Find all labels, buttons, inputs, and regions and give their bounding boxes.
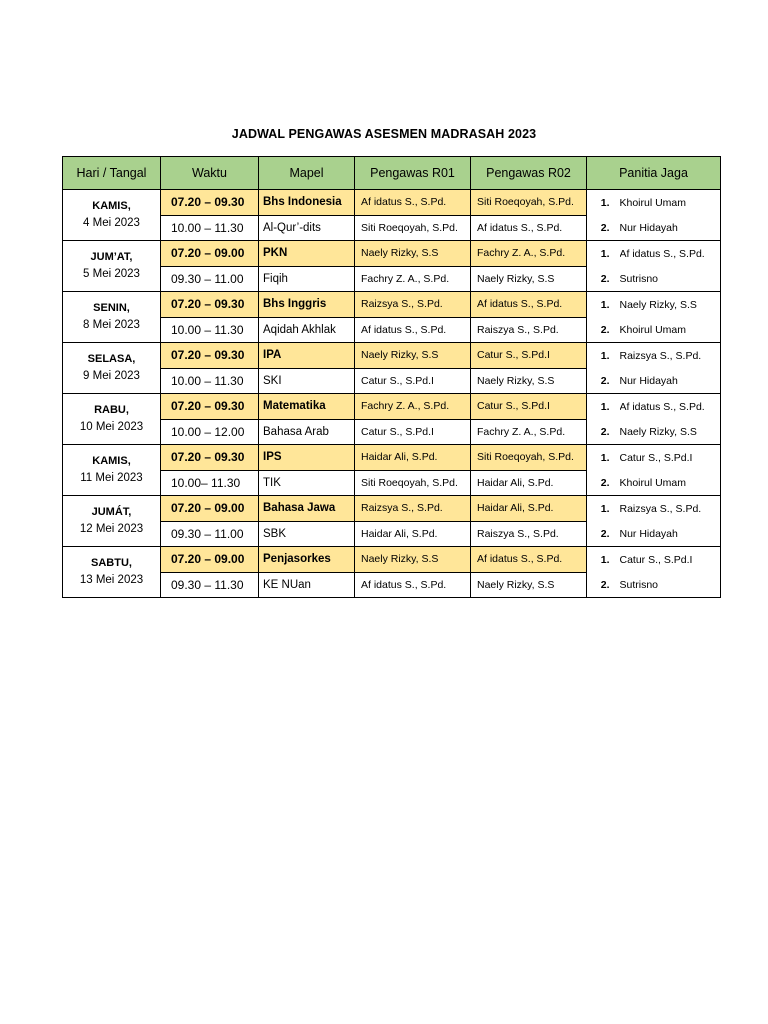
supervisor-r02-cell: Siti Roeqoyah, S.Pd.: [471, 190, 587, 216]
day-name: SABTU,: [91, 557, 132, 569]
supervisor-r01-cell: Siti Roeqoyah, S.Pd.: [355, 215, 471, 241]
committee-number: 2.: [587, 572, 620, 598]
subject-cell: Penjasorkes: [259, 547, 355, 573]
supervisor-r02-cell: Naely Rizky, S.S: [471, 572, 587, 598]
table-row: [63, 317, 721, 343]
supervisor-r01-cell: Catur S., S.Pd.I: [355, 368, 471, 394]
time-cell: 10.00 – 11.30: [161, 317, 259, 343]
supervisor-r02-cell: Fachry Z. A., S.Pd.: [471, 241, 587, 267]
subject-cell: Matematika: [259, 394, 355, 420]
table-row: [63, 343, 721, 369]
supervisor-r01-cell: Raizsya S., S.Pd.: [355, 496, 471, 522]
table-row: [63, 419, 721, 445]
day-date-cell: [63, 190, 161, 241]
supervisor-r01-cell: Naely Rizky, S.S: [355, 547, 471, 573]
day-date-cell: [63, 292, 161, 343]
document-title: JADWAL PENGAWAS ASESMEN MADRASAH 2023: [231, 127, 537, 141]
committee-number: 2.: [587, 266, 620, 292]
header-subject: Mapel: [259, 157, 355, 190]
time-cell: 07.20 – 09.30: [161, 190, 259, 216]
supervisor-r01-cell: Catur S., S.Pd.I: [355, 419, 471, 445]
supervisor-r01-cell: Raizsya S., S.Pd.: [355, 292, 471, 318]
time-cell: 10.00– 11.30: [161, 470, 259, 496]
subject-cell: TIK: [259, 470, 355, 496]
supervisor-r01-cell: Af idatus S., S.Pd.: [355, 317, 471, 343]
schedule-table: [62, 156, 721, 598]
day-date-cell: [63, 241, 161, 292]
committee-member: Khoirul Umam: [620, 190, 721, 216]
subject-cell: SBK: [259, 521, 355, 547]
supervisor-r02-cell: Af idatus S., S.Pd.: [471, 215, 587, 241]
committee-number: 2.: [587, 419, 620, 445]
table-row: [63, 547, 721, 573]
day-date: 9 Mei 2023: [83, 370, 140, 382]
committee-number: 1.: [587, 445, 620, 471]
subject-cell: Fiqih: [259, 266, 355, 292]
supervisor-r01-cell: Af idatus S., S.Pd.: [355, 572, 471, 598]
day-date-cell: [63, 343, 161, 394]
day-date: 10 Mei 2023: [79, 421, 144, 433]
supervisor-r02-cell: Af idatus S., S.Pd.: [471, 547, 587, 573]
supervisor-r02-cell: Af idatus S., S.Pd.: [471, 292, 587, 318]
committee-member: Sutrisno: [620, 572, 721, 598]
table-row: [63, 266, 721, 292]
supervisor-r01-cell: Haidar Ali, S.Pd.: [355, 521, 471, 547]
day-date: 11 Mei 2023: [80, 472, 143, 484]
supervisor-r02-cell: Naely Rizky, S.S: [471, 266, 587, 292]
supervisor-r02-cell: Raiszya S., S.Pd.: [471, 521, 587, 547]
committee-number: 2.: [587, 368, 620, 394]
time-cell: 09.30 – 11.00: [161, 521, 259, 547]
table-row: [63, 470, 721, 496]
day-date: 12 Mei 2023: [79, 523, 144, 535]
committee-number: 1.: [587, 292, 620, 318]
committee-number: 2.: [587, 317, 620, 343]
committee-member: Naely Rizky, S.S: [620, 419, 721, 445]
table-row: [63, 572, 721, 598]
supervisor-r02-cell: Fachry Z. A., S.Pd.: [471, 419, 587, 445]
committee-member: Af idatus S., S.Pd.: [620, 241, 721, 267]
day-name: SELASA,: [87, 353, 136, 365]
time-cell: 09.30 – 11.00: [161, 266, 259, 292]
supervisor-r01-cell: Haidar Ali, S.Pd.: [355, 445, 471, 471]
day-date: 13 Mei 2023: [79, 574, 144, 586]
committee-member: Catur S., S.Pd.I: [620, 547, 721, 573]
committee-number: 1.: [587, 343, 620, 369]
committee-member: Khoirul Umam: [620, 470, 721, 496]
day-date: 8 Mei 2023: [83, 319, 140, 331]
supervisor-r01-cell: Siti Roeqoyah, S.Pd.: [355, 470, 471, 496]
subject-cell: IPA: [259, 343, 355, 369]
time-cell: 10.00 – 11.30: [161, 215, 259, 241]
table-row: [63, 292, 721, 318]
schedule-body: [63, 190, 721, 598]
day-date-cell: [63, 445, 161, 496]
supervisor-r01-cell: Fachry Z. A., S.Pd.: [355, 394, 471, 420]
day-date: 5 Mei 2023: [83, 268, 140, 280]
committee-number: 1.: [587, 547, 620, 573]
supervisor-r01-cell: Naely Rizky, S.S: [355, 343, 471, 369]
time-cell: 10.00 – 11.30: [161, 368, 259, 394]
supervisor-r02-cell: Siti Roeqoyah, S.Pd.: [471, 445, 587, 471]
subject-cell: Bahasa Arab: [259, 419, 355, 445]
subject-cell: KE NUan: [259, 572, 355, 598]
header-committee: Panitia Jaga: [587, 157, 721, 190]
subject-cell: Al-Qur’-dits: [259, 215, 355, 241]
committee-member: Af idatus S., S.Pd.: [620, 394, 721, 420]
subject-cell: Bhs Indonesia: [259, 190, 355, 216]
table-row: [63, 368, 721, 394]
time-cell: 07.20 – 09.30: [161, 394, 259, 420]
time-cell: 07.20 – 09.30: [161, 445, 259, 471]
supervisor-r02-cell: Haidar Ali, S.Pd.: [471, 496, 587, 522]
committee-member: Catur S., S.Pd.I: [620, 445, 721, 471]
day-name: SENIN,: [93, 302, 130, 314]
time-cell: 07.20 – 09.00: [161, 547, 259, 573]
day-date-cell: [63, 394, 161, 445]
supervisor-r02-cell: Catur S., S.Pd.I: [471, 343, 587, 369]
day-name: JUM’AT,: [90, 251, 133, 263]
supervisor-r01-cell: Naely Rizky, S.S: [355, 241, 471, 267]
table-row: [63, 215, 721, 241]
table-row: [63, 190, 721, 216]
subject-cell: IPS: [259, 445, 355, 471]
time-cell: 07.20 – 09.30: [161, 292, 259, 318]
subject-cell: PKN: [259, 241, 355, 267]
table-row: [63, 394, 721, 420]
time-cell: 09.30 – 11.30: [161, 572, 259, 598]
committee-member: Raizsya S., S.Pd.: [620, 496, 721, 522]
supervisor-r02-cell: Catur S., S.Pd.I: [471, 394, 587, 420]
day-name: RABU,: [94, 404, 129, 416]
header-day: Hari / Tangal: [63, 157, 161, 190]
header-row: [63, 157, 721, 190]
supervisor-r01-cell: Af idatus S., S.Pd.: [355, 190, 471, 216]
subject-cell: Bahasa Jawa: [259, 496, 355, 522]
subject-cell: SKI: [259, 368, 355, 394]
time-cell: 07.20 – 09.30: [161, 343, 259, 369]
table-row: [63, 445, 721, 471]
header-supervisor-r02: Pengawas R02: [471, 157, 587, 190]
header-supervisor-r01: Pengawas R01: [355, 157, 471, 190]
day-date-cell: [63, 547, 161, 598]
supervisor-r02-cell: Naely Rizky, S.S: [471, 368, 587, 394]
time-cell: 10.00 – 12.00: [161, 419, 259, 445]
day-date-cell: [63, 496, 161, 547]
day-name: KAMIS,: [92, 455, 131, 467]
subject-cell: Aqidah Akhlak: [259, 317, 355, 343]
day-name: KAMIS,: [92, 200, 131, 212]
day-date: 4 Mei 2023: [83, 217, 140, 229]
committee-member: Raizsya S., S.Pd.: [620, 343, 721, 369]
committee-number: 2.: [587, 470, 620, 496]
table-row: [63, 496, 721, 522]
table-row: [63, 241, 721, 267]
committee-member: Naely Rizky, S.S: [620, 292, 721, 318]
supervisor-r02-cell: Haidar Ali, S.Pd.: [471, 470, 587, 496]
supervisor-r01-cell: Fachry Z. A., S.Pd.: [355, 266, 471, 292]
committee-number: 2.: [587, 215, 620, 241]
time-cell: 07.20 – 09.00: [161, 241, 259, 267]
committee-number: 1.: [587, 241, 620, 267]
subject-cell: Bhs Inggris: [259, 292, 355, 318]
supervisor-r02-cell: Raiszya S., S.Pd.: [471, 317, 587, 343]
committee-number: 1.: [587, 496, 620, 522]
committee-number: 1.: [587, 190, 620, 216]
committee-member: Sutrisno: [620, 266, 721, 292]
day-name: JUMÁT,: [91, 506, 132, 518]
header-time: Waktu: [161, 157, 259, 190]
committee-number: 1.: [587, 394, 620, 420]
table-row: [63, 521, 721, 547]
committee-member: Nur Hidayah: [620, 368, 721, 394]
committee-member: Nur Hidayah: [620, 521, 721, 547]
committee-member: Nur Hidayah: [620, 215, 721, 241]
committee-number: 2.: [587, 521, 620, 547]
time-cell: 07.20 – 09.00: [161, 496, 259, 522]
committee-member: Khoirul Umam: [620, 317, 721, 343]
